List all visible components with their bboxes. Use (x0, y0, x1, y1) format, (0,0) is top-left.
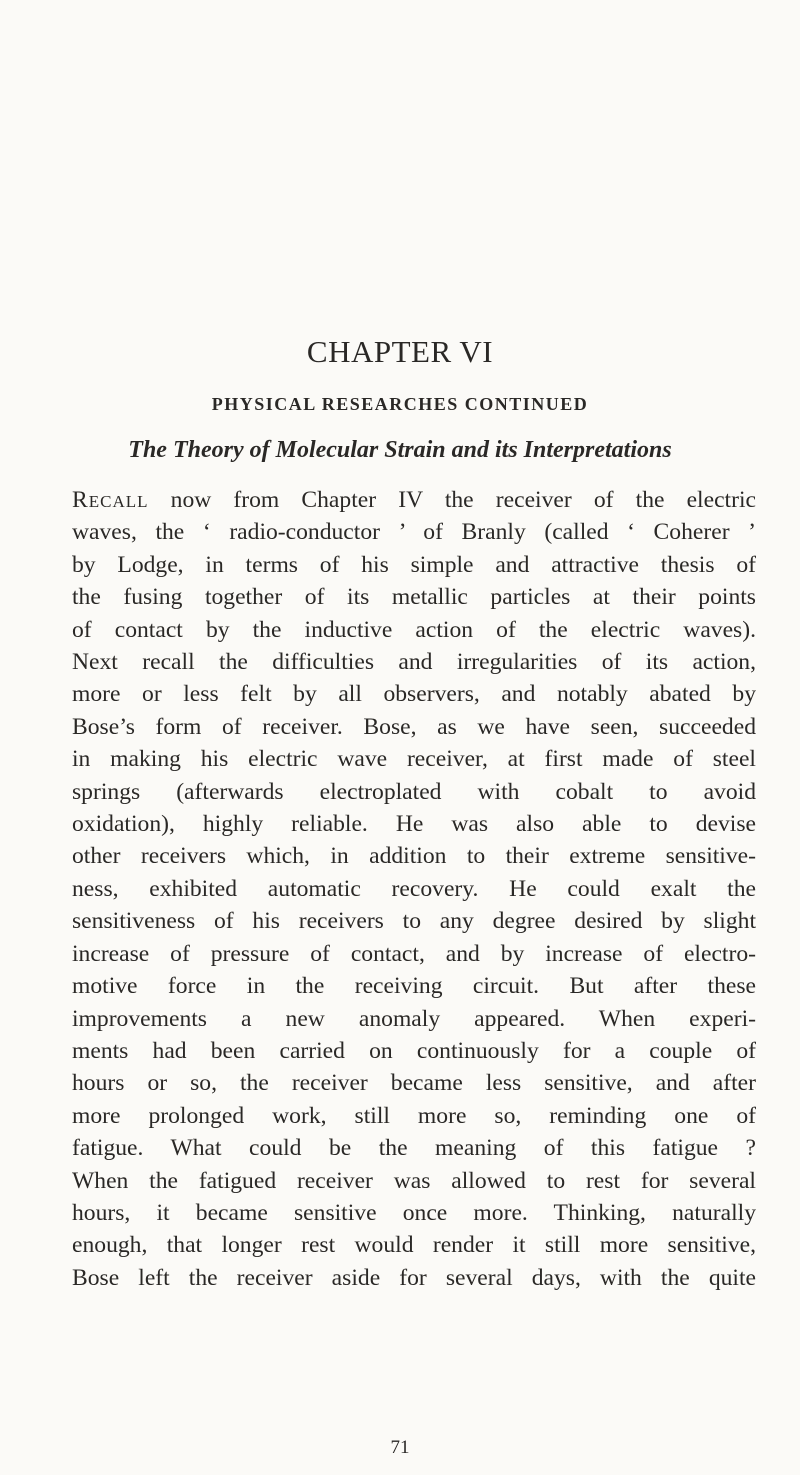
text-line: enough, that longer rest would render it still more sensitive, (72, 1232, 756, 1259)
text-line: of contact by the inductive action of the electric waves). (72, 616, 756, 643)
text-line: Bose’s form of receiver. Bose, as we have seen, succeeded (72, 713, 756, 740)
chapter-title: CHAPTER VI (306, 334, 494, 369)
text-line: oxidation), highly reliable. He was also able to devise (72, 811, 756, 838)
text-line: improvements a new anomaly appeared. When experi- (72, 1005, 756, 1032)
text-line: Recall now from Chapter IV the receiver of the electric (72, 487, 756, 513)
text-line: other receivers which, in addition to their extreme sensitive- (72, 843, 756, 870)
text-line: Next recall the difficulties and irregularities of its action, (72, 649, 756, 676)
text-line: springs (afterwards electroplated with cobalt to avoid (72, 778, 756, 805)
text-line: more or less felt by all observers, and notably abated by (72, 681, 756, 708)
text-line: ments had been carried on continuously for a couple of (72, 1037, 756, 1064)
text-line: hours or so, the receiver became less sensitive, and after (72, 1070, 756, 1097)
text-line: waves, the ‘ radio-conductor ’ of Branly (called ‘ Coherer ’ (72, 519, 756, 546)
chapter-subtitle: PHYSICAL RESEARCHES CONTINUED (211, 394, 589, 414)
text-line: Bose left the receiver aside for several days, with the quite (72, 1264, 756, 1291)
body-paragraph (72, 484, 756, 1294)
text-line: increase of pressure of contact, and by increase of electro- (72, 940, 756, 967)
text-line: by Lodge, in terms of his simple and attractive thesis of (72, 551, 756, 578)
text-line: the fusing together of its metallic particles at their points (72, 584, 756, 611)
text-line: sensitiveness of his receivers to any degree desired by slight (72, 908, 756, 935)
text-line: motive force in the receiving circuit. But after these (72, 973, 756, 1000)
section-heading: The Theory of Molecular Strain and its Interpretations (128, 437, 672, 463)
text-line: When the fatigued receiver was allowed to rest for several (72, 1167, 756, 1194)
page-number: 71 (390, 1437, 410, 1458)
text-line: ness, exhibited automatic recovery. He could exalt the (72, 875, 756, 902)
text-line: fatigue. What could be the meaning of this fatigue ? (72, 1135, 756, 1162)
lead-word: Recall (72, 487, 149, 513)
text-line: in making his electric wave receiver, at first made of steel (72, 746, 756, 773)
text-line: hours, it became sensitive once more. Thinking, naturally (72, 1199, 756, 1226)
text-line: more prolonged work, still more so, reminding one of (72, 1102, 756, 1129)
